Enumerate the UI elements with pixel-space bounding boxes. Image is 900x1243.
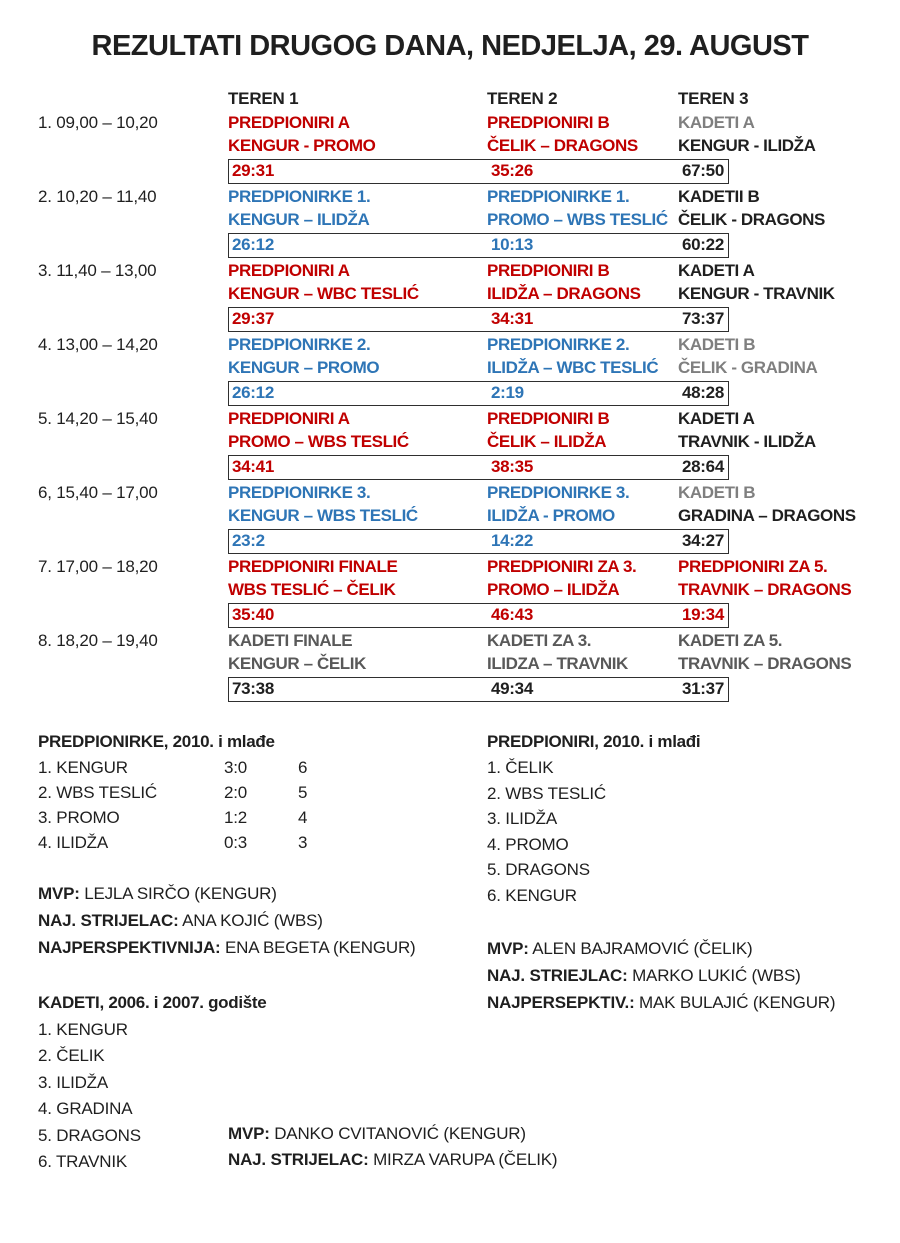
score-box — [228, 307, 729, 332]
category-label: PREDPIONIRI A — [228, 409, 350, 428]
team-points: 4 — [298, 808, 308, 827]
court-header-teren-2: TEREN 2 — [487, 89, 558, 108]
team-points: 3 — [298, 833, 308, 852]
category-label: KADETI FINALE — [228, 631, 353, 650]
page-title: REZULTATI DRUGOG DANA, NEDJELJA, 29. AUGUST — [91, 30, 809, 62]
team-record: 3:0 — [224, 758, 248, 777]
schedule-row — [0, 187, 900, 261]
score-value: 73:38 — [232, 679, 274, 698]
category-label: PREDPIONIRI FINALE — [228, 557, 398, 576]
category-label: PREDPIONIRKE 2. — [228, 335, 371, 354]
category-label: KADETI B — [678, 335, 756, 354]
time-slot-label: 2. 10,20 – 11,40 — [38, 187, 157, 206]
award-value: MARKO LUKIĆ (WBS) — [627, 966, 801, 985]
match-teams: KENGUR – PROMO — [228, 358, 380, 377]
score-value: 19:34 — [682, 605, 724, 624]
time-slot-label: 7. 17,00 – 18,20 — [38, 557, 158, 576]
score-value: 29:31 — [232, 161, 274, 180]
team-item: 6. KENGUR — [487, 886, 577, 905]
match-teams: ILIDŽA – WBC TESLIĆ — [487, 358, 659, 377]
standings-predpionirke-heading: PREDPIONIRKE, 2010. i mlađe — [38, 732, 275, 751]
score-value: 26:12 — [232, 383, 274, 402]
score-box — [228, 603, 729, 628]
score-value: 29:37 — [232, 309, 274, 328]
award-line — [487, 966, 801, 986]
score-value: 73:37 — [682, 309, 724, 328]
category-label: KADETI B — [678, 483, 756, 502]
schedule-row — [0, 483, 900, 557]
team-item: 2. WBS TESLIĆ — [487, 783, 606, 803]
team-record: 2:0 — [224, 783, 248, 802]
award-value: ALEN BAJRAMOVIĆ (ČELIK) — [528, 939, 753, 958]
schedule-row — [0, 261, 900, 335]
award-value: ANA KOJIĆ (WBS) — [178, 911, 323, 930]
award-label: MVP: — [487, 939, 529, 958]
team-item: 1. ČELIK — [487, 758, 554, 777]
score-value: 49:34 — [491, 679, 533, 698]
score-value: 67:50 — [682, 161, 724, 180]
award-value: LEJLA SIRČO (KENGUR) — [79, 884, 277, 903]
category-label: PREDPIONIRKE 3. — [487, 483, 630, 502]
award-label: NAJPERSEPKTIV.: — [487, 993, 635, 1012]
award-line — [38, 911, 323, 931]
time-slot-label: 1. 09,00 – 10,20 — [38, 113, 158, 132]
category-label: PREDPIONIRI B — [487, 113, 610, 132]
court-header-teren-1: TEREN 1 — [228, 89, 299, 108]
award-value: MAK BULAJIĆ (KENGUR) — [634, 993, 836, 1012]
match-teams: KENGUR - TRAVNIK — [678, 284, 835, 303]
match-teams: GRADINA – DRAGONS — [678, 506, 856, 525]
match-teams: TRAVNIK – DRAGONS — [678, 654, 852, 673]
time-slot-label: 3. 11,40 – 13,00 — [38, 261, 157, 280]
schedule-row — [0, 557, 900, 631]
score-box — [228, 381, 729, 406]
team-item: 4. PROMO — [487, 834, 569, 854]
category-label: PREDPIONIRKE 3. — [228, 483, 371, 502]
match-teams: ČELIK – ILIDŽA — [487, 432, 607, 451]
team-record: 1:2 — [224, 808, 248, 827]
score-box — [228, 677, 729, 702]
team-points: 5 — [298, 783, 308, 802]
category-label: PREDPIONIRKE 1. — [228, 187, 371, 206]
award-value: ENA BEGETA (KENGUR) — [220, 938, 416, 957]
award-line — [38, 884, 277, 904]
team-item: 4. GRADINA — [38, 1099, 133, 1119]
score-box — [228, 159, 729, 184]
score-value: 34:41 — [232, 457, 274, 476]
score-box — [228, 529, 729, 554]
category-label: PREDPIONIRI B — [487, 409, 610, 428]
match-teams: KENGUR – WBC TESLIĆ — [228, 284, 419, 303]
score-value: 10:13 — [491, 235, 533, 254]
score-value: 35:26 — [491, 161, 533, 180]
award-line — [487, 993, 835, 1013]
category-label: PREDPIONIRI ZA 5. — [678, 557, 828, 576]
team-item: 3. ILIDŽA — [487, 809, 558, 829]
match-teams: ČELIK - DRAGONS — [678, 210, 826, 229]
match-teams: ČELIK – DRAGONS — [487, 136, 638, 155]
team-item: 5. DRAGONS — [38, 1125, 141, 1145]
score-value: 35:40 — [232, 605, 274, 624]
category-label: KADETI A — [678, 409, 755, 428]
award-label: MVP: — [228, 1124, 270, 1143]
score-box — [228, 233, 729, 258]
team-item: 3. ILIDŽA — [38, 1072, 109, 1092]
match-teams: ILIDŽA - PROMO — [487, 506, 615, 525]
award-line — [228, 1150, 557, 1170]
team-item: 1. KENGUR — [38, 1020, 128, 1039]
team-name: 2. WBS TESLIĆ — [38, 783, 157, 802]
score-value: 2:19 — [491, 383, 524, 402]
match-teams: PROMO – WBS TESLIĆ — [228, 432, 409, 451]
standings-predpioniri-heading: PREDPIONIRI, 2010. i mlađi — [487, 732, 701, 751]
award-line — [487, 939, 753, 959]
score-value: 46:43 — [491, 605, 533, 624]
score-value: 48:28 — [682, 383, 724, 402]
match-teams: ILIDZA – TRAVNIK — [487, 654, 628, 673]
team-item: 6. TRAVNIK — [38, 1152, 128, 1171]
team-item: 5. DRAGONS — [487, 860, 590, 880]
match-teams: PROMO – ILIDŽA — [487, 580, 620, 599]
match-teams: KENGUR – ILIDŽA — [228, 210, 370, 229]
score-value: 14:22 — [491, 531, 533, 550]
award-label: NAJ. STRIJELAC: — [228, 1150, 369, 1170]
category-label: KADETI ZA 5. — [678, 631, 783, 650]
category-label: PREDPIONIRKE 1. — [487, 187, 630, 206]
team-record: 0:3 — [224, 833, 248, 852]
match-teams: KENGUR - PROMO — [228, 136, 376, 155]
score-box — [228, 455, 729, 480]
award-value: MIRZA VARUPA (ČELIK) — [368, 1150, 558, 1170]
match-teams: KENGUR – ČELIK — [228, 654, 366, 673]
match-teams: ILIDŽA – DRAGONS — [487, 284, 641, 303]
score-value: 23:2 — [232, 531, 265, 550]
score-value: 34:31 — [491, 309, 533, 328]
category-label: PREDPIONIRI A — [228, 261, 350, 280]
schedule-row — [0, 113, 900, 187]
category-label: PREDPIONIRI B — [487, 261, 610, 280]
time-slot-label: 8. 18,20 – 19,40 — [38, 631, 158, 650]
match-teams: WBS TESLIĆ – ČELIK — [228, 580, 396, 599]
score-value: 31:37 — [682, 679, 724, 698]
match-teams: TRAVNIK - ILIDŽA — [678, 432, 816, 451]
score-value: 38:35 — [491, 457, 533, 476]
award-value: DANKO CVITANOVIĆ (KENGUR) — [269, 1124, 526, 1143]
time-slot-label: 4. 13,00 – 14,20 — [38, 335, 158, 354]
award-label: NAJ. STRIJELAC: — [38, 911, 179, 930]
match-teams: ČELIK - GRADINA — [678, 358, 818, 377]
award-label: MVP: — [38, 884, 80, 903]
match-teams: PROMO – WBS TESLIĆ — [487, 210, 668, 229]
schedule-row — [0, 631, 900, 705]
score-value: 26:12 — [232, 235, 274, 254]
team-name: 4. ILIDŽA — [38, 833, 109, 852]
category-label: PREDPIONIRKE 2. — [487, 335, 630, 354]
team-name: 1. KENGUR — [38, 758, 128, 777]
time-slot-label: 5. 14,20 – 15,40 — [38, 409, 158, 428]
award-label: NAJPERSPEKTIVNIJA: — [38, 938, 221, 957]
team-points: 6 — [298, 758, 308, 777]
category-label: KADETII B — [678, 187, 760, 206]
match-teams: KENGUR – WBS TESLIĆ — [228, 506, 418, 525]
category-label: KADETI ZA 3. — [487, 631, 592, 650]
score-value: 60:22 — [682, 235, 724, 254]
score-value: 34:27 — [682, 531, 724, 550]
time-slot-label: 6, 15,40 – 17,00 — [38, 483, 158, 502]
category-label: PREDPIONIRI ZA 3. — [487, 557, 637, 576]
category-label: KADETI A — [678, 261, 755, 280]
court-header-teren-3: TEREN 3 — [678, 89, 749, 108]
schedule-row — [0, 335, 900, 409]
match-teams: KENGUR - ILIDŽA — [678, 136, 816, 155]
team-item: 2. ČELIK — [38, 1046, 105, 1066]
standings-kadeti-heading: KADETI, 2006. i 2007. godište — [38, 993, 267, 1012]
award-line — [228, 1124, 526, 1144]
category-label: KADETI A — [678, 113, 755, 132]
match-teams: TRAVNIK – DRAGONS — [678, 580, 852, 599]
award-label: NAJ. STRIEJLAC: — [487, 966, 628, 985]
award-line — [38, 938, 416, 958]
score-value: 28:64 — [682, 457, 724, 476]
category-label: PREDPIONIRI A — [228, 113, 350, 132]
schedule-row — [0, 409, 900, 483]
team-name: 3. PROMO — [38, 808, 120, 827]
